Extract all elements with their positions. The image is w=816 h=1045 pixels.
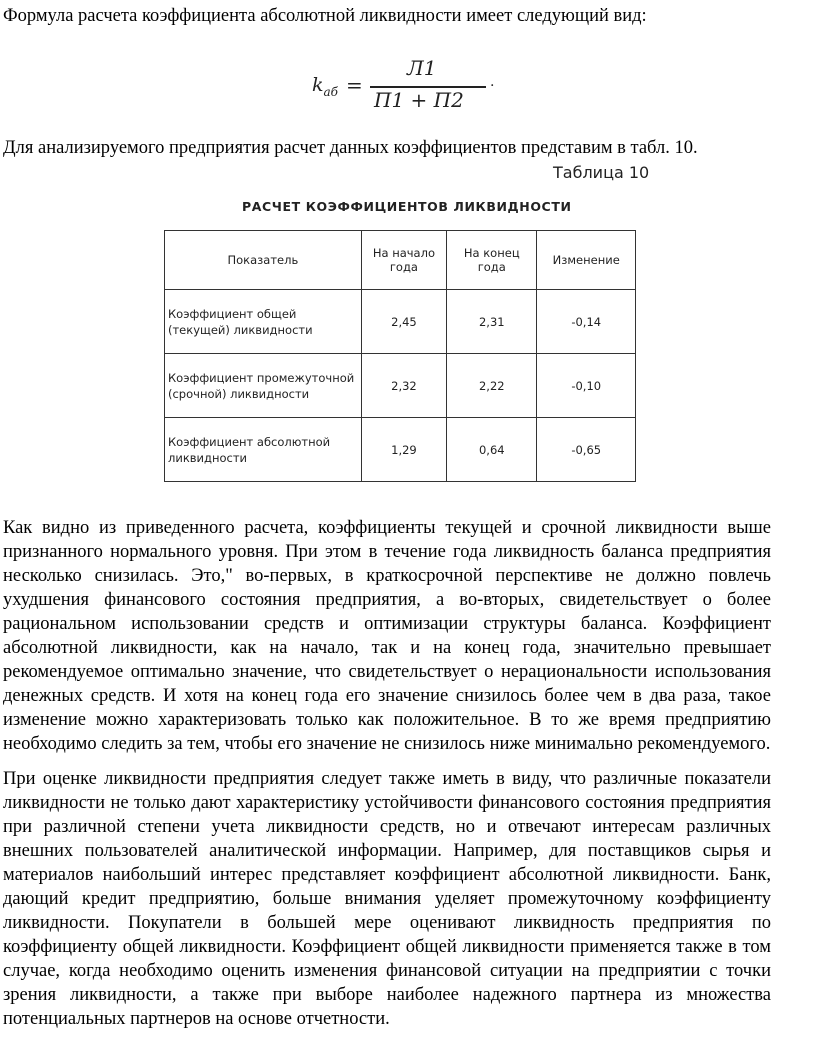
body-paragraph: Как видно из приведенного расчета, коэффициенты текущей и срочной ликвидности выше признанного нормального уровня. При этом в течение года ликвидность баланса предприятия несколько снизилась. Это," во-первых, в краткосрочной перспективе не должно повлечь ухудшения финансового состояния предприятия, а во-вторых, свидетельствует о более рациональном использовании средств и оптимизации структуры баланса. Коэффициент абсолютной ликвидности, как на начало, так и на конец года, значительно превышает рекомендуемое оптимально значение, что свидетельствует о нерациональности использования денежных средств. И хотя на конец года его значение снизилось более чем в два раза, такое изменение можно характеризовать только как положительное. В то же время предприятию необходимо следить за тем, чтобы его значение не снизилось ниже минимально рекомендуемого. <box>3 518 771 754</box>
formula-dot: . <box>490 74 495 90</box>
row-end-value: 0,64 <box>447 418 537 482</box>
row-indicator-name: Коэффициент промежуточной (срочной) ликвидности <box>165 354 362 418</box>
row-start-value: 1,29 <box>361 418 446 482</box>
formula-denominator: П1 + П2 <box>374 88 464 112</box>
row-end-value: 2,22 <box>447 354 537 418</box>
row-start-value: 2,45 <box>361 290 446 354</box>
header-end-of-year: На конец года <box>447 231 537 290</box>
intro-paragraph: Формула расчета коэффициента абсолютной ликвидности имеет следующий вид: <box>3 6 647 26</box>
table-row <box>165 354 636 418</box>
table-title: РАСЧЕТ КОЭФФИЦИЕНТОВ ЛИКВИДНОСТИ <box>242 199 572 214</box>
header-indicator: Показатель <box>165 231 362 290</box>
row-change-value: -0,10 <box>537 354 636 418</box>
body-paragraph: При оценке ликвидности предприятия следует также иметь в виду, что различные показатели ликвидности не только дают характеристику устойчивости финансового состояния предприятия при различной степени учета ликвидности средств, но и отвечают интересам различных внешних пользователей аналитической информации. Например, для поставщиков сырья и материалов наибольший интерес представляет коэффициент абсолютной ликвидности. Банк, дающий кредит предприятию, больше внимания уделяет промежуточному коэффициенту ликвидности. Покупатели в большей мере оценивают ликвидность предприятия по коэффициенту общей ликвидности. Коэффициент общей ликвидности применяется также в том случае, когда необходимо оценить изменения финансовой ситуации на предприятии с точки зрения ликвидности, а также при выборе наиболее надежного партнера из множества потенциальных партнеров на основе отчетности. <box>3 769 771 1029</box>
row-change-value: -0,65 <box>537 418 636 482</box>
formula-lhs-subscript: аб <box>323 84 338 99</box>
header-change: Изменение <box>537 231 636 290</box>
row-indicator-name: Коэффициент абсолютной ликвидности <box>165 418 362 482</box>
table-row <box>165 290 636 354</box>
table-row <box>165 418 636 482</box>
row-start-value: 2,32 <box>361 354 446 418</box>
row-change-value: -0,14 <box>537 290 636 354</box>
liquidity-table <box>164 230 636 482</box>
header-start-of-year: На начало года <box>361 231 446 290</box>
row-end-value: 2,31 <box>447 290 537 354</box>
formula-numerator: Л1 <box>407 56 437 80</box>
table-intro-paragraph: Для анализируемого предприятия расчет данных коэффициентов представим в табл. 10. <box>3 138 698 158</box>
table-header-row <box>165 231 636 290</box>
row-indicator-name: Коэффициент общей (текущей) ликвидности <box>165 290 362 354</box>
absolute-liquidity-formula <box>312 56 502 112</box>
formula-equals: = <box>346 73 363 97</box>
table-number: Таблица 10 <box>553 163 650 182</box>
formula-lhs: $k_{аб}$ <box>312 74 338 99</box>
